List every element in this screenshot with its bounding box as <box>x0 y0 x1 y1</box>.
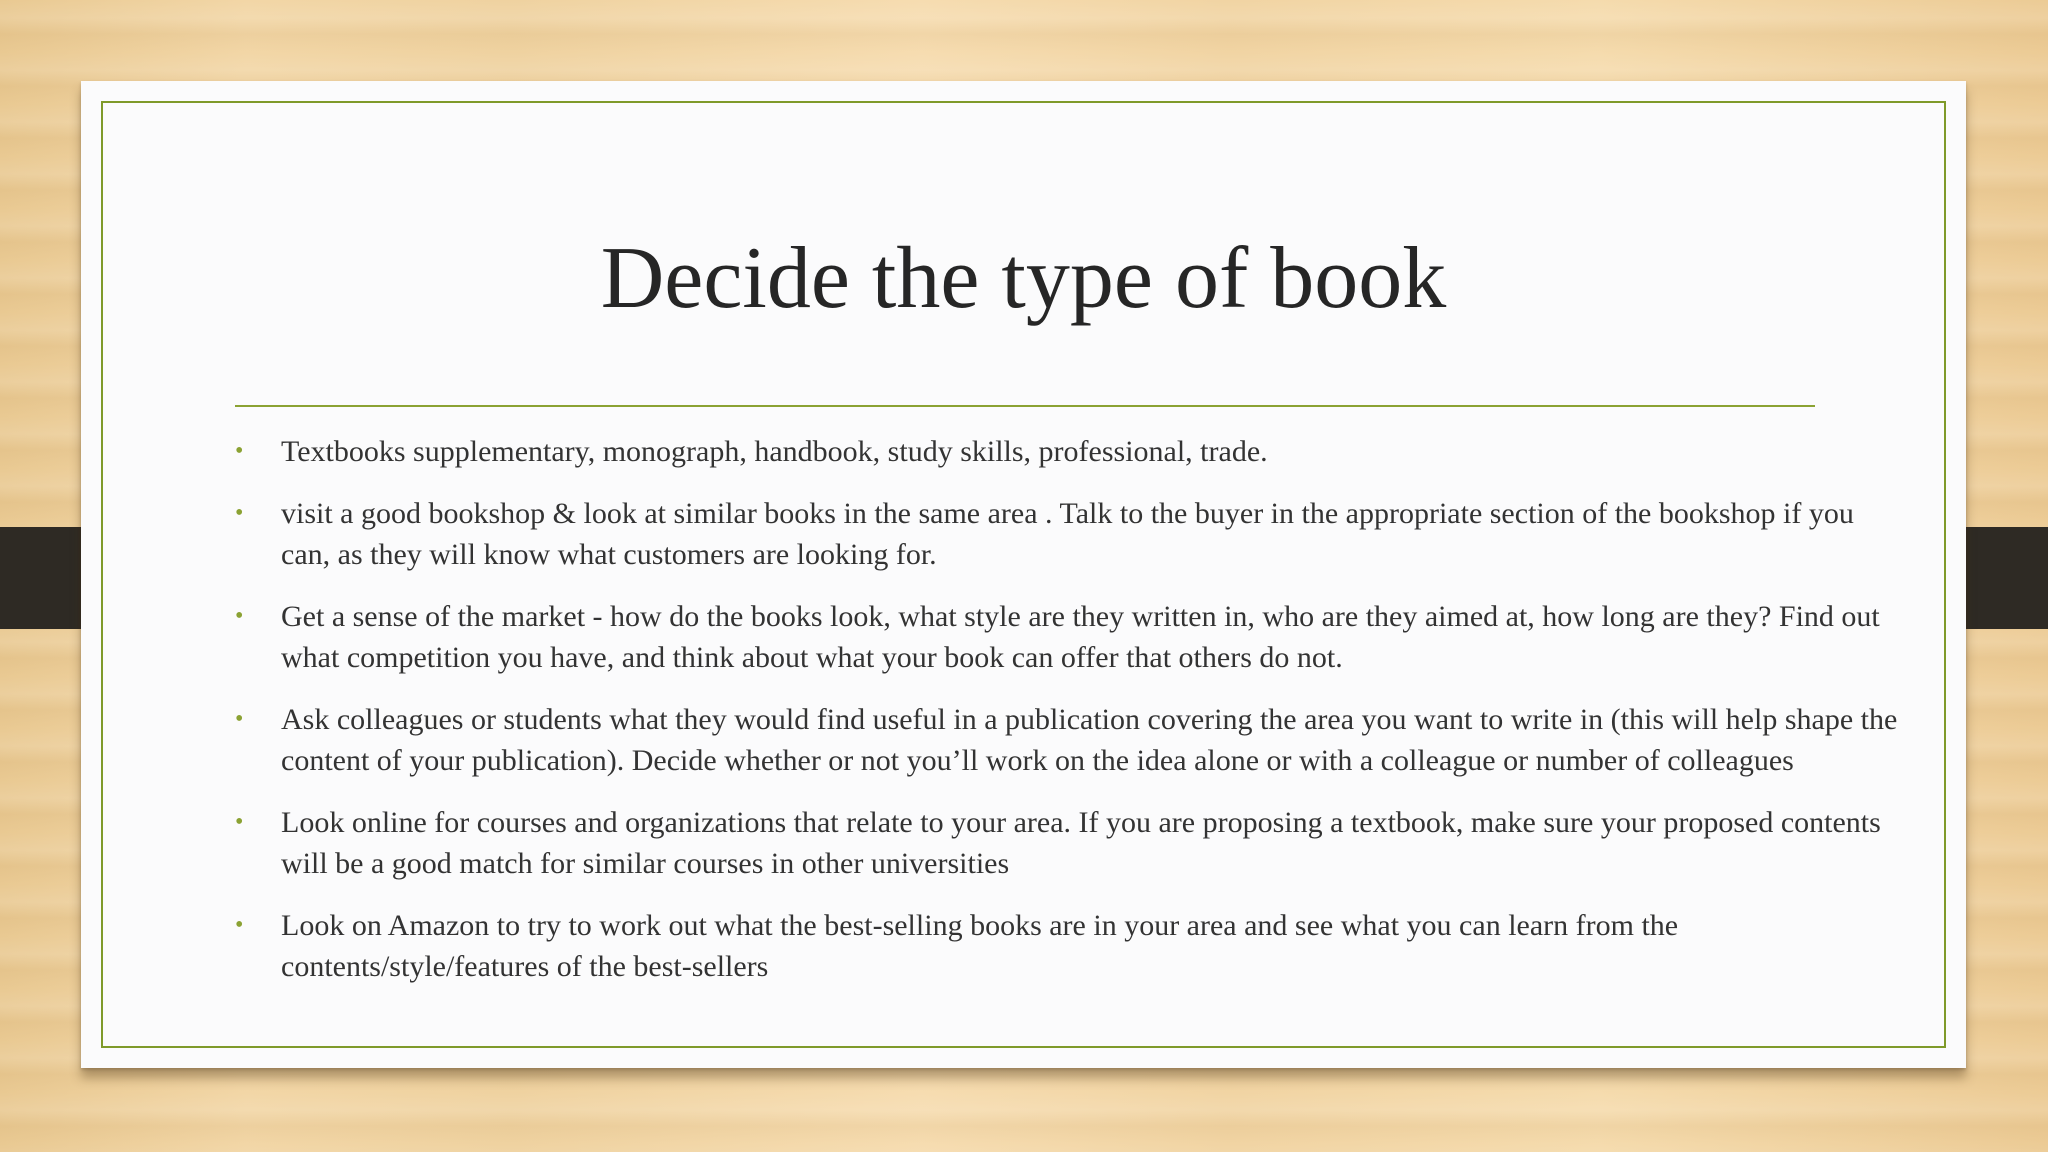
bullet-dot-icon: • <box>235 500 244 526</box>
bullet-list <box>235 431 1910 1008</box>
bullet-item <box>235 493 1910 575</box>
title-divider <box>235 405 1815 407</box>
bullet-item <box>235 431 1910 472</box>
bullet-dot-icon: • <box>235 438 244 464</box>
slide-title: Decide the type of book <box>600 230 1447 327</box>
bullet-dot-icon: • <box>235 912 244 938</box>
bullet-item <box>235 905 1910 987</box>
bullet-text: Look on Amazon to try to work out what the best-selling books are in your area and see what you can learn from the contents/style/features of the best-sellers <box>281 909 1679 983</box>
bullet-item <box>235 802 1910 884</box>
slide <box>81 81 1966 1068</box>
bullet-text: Textbooks supplementary, monograph, handbook, study skills, professional, trade. <box>281 435 1268 468</box>
bullet-text: Look online for courses and organizations that relate to your area. If you are proposing a textbook, make sure your proposed contents will be a good match for similar courses in other universities <box>281 806 1881 880</box>
bullet-item <box>235 596 1910 678</box>
bullet-text: Get a sense of the market - how do the books look, what style are they written in, who are they aimed at, how long are they? Find out what competition you have, and think about what your book can offer that others do not. <box>281 600 1880 674</box>
bullet-text: visit a good bookshop & look at similar books in the same area . Talk to the buyer in the appropriate section of the bookshop if you can, as they will know what customers are looking for. <box>281 497 1854 571</box>
bullet-dot-icon: • <box>235 809 244 835</box>
bullet-dot-icon: • <box>235 706 244 732</box>
bullet-dot-icon: • <box>235 603 244 629</box>
bullet-item <box>235 699 1910 781</box>
bullet-text: Ask colleagues or students what they would find useful in a publication covering the area you want to write in (this will help shape the content of your publication). Decide whether or not you’ll work on the idea alone or with a colleague or number of colleagues <box>281 703 1898 777</box>
